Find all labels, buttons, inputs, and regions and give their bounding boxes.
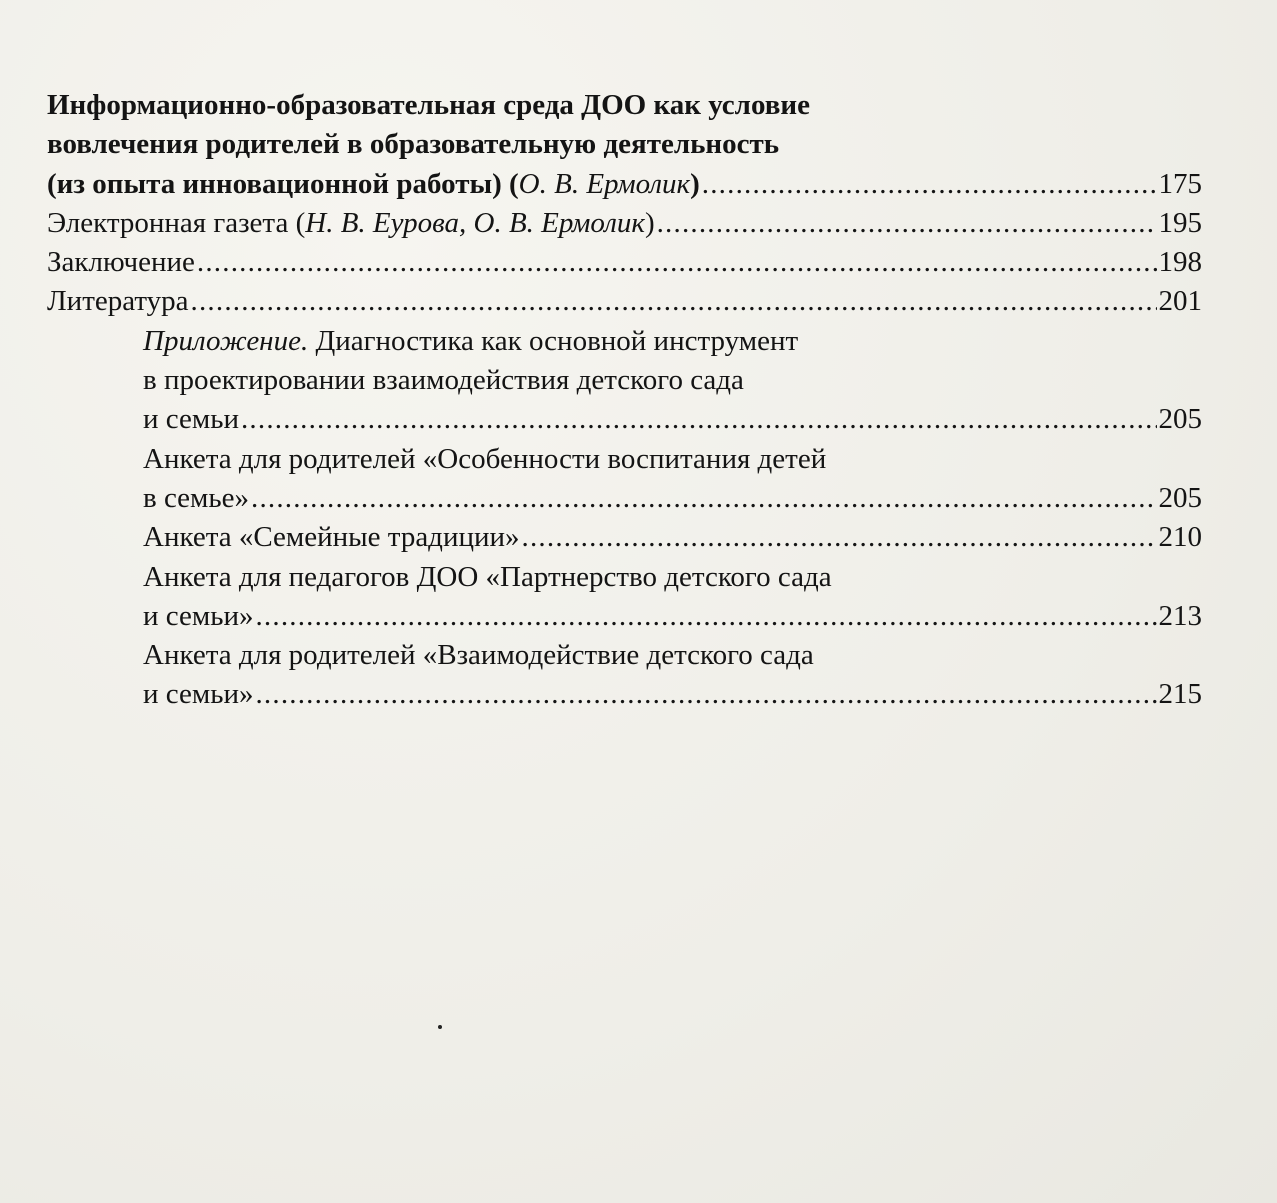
dot-leader <box>197 243 1157 282</box>
toc-entry-page-number: 210 <box>1158 521 1202 554</box>
toc-entry-title-line: Литература <box>47 285 189 318</box>
toc-entry-title-line: вовлечения родителей в образовательную деятельность <box>47 128 780 161</box>
toc-entry-title-line: Заключение <box>47 246 195 279</box>
toc-entry-page-number: 198 <box>1158 246 1202 279</box>
toc-entry-leader-line <box>47 243 1202 282</box>
dot-leader <box>255 675 1156 714</box>
toc-entry-title-line: Анкета для родителей «Взаимодействие детского сада <box>143 639 814 672</box>
toc-entry-literature[interactable] <box>47 282 1202 321</box>
toc-entry-info-environment[interactable] <box>47 86 1202 204</box>
toc-entry-title-line: (из опыта инновационной работы) (О. В. Ермолик) <box>47 167 700 200</box>
toc-entry-leader-line <box>47 165 1202 204</box>
toc-entry-title-line: Анкета для родителей «Особенности воспитания детей <box>143 442 827 475</box>
toc-entry-conclusion[interactable] <box>47 243 1202 282</box>
toc-entry-title-line: и семьи» <box>143 678 254 711</box>
toc-entry-leader-line <box>47 204 1202 243</box>
toc-entry-questionnaire-traditions[interactable] <box>47 518 1202 557</box>
paper-speck <box>438 1025 442 1029</box>
appendix-label: Приложение. <box>143 324 309 357</box>
dot-leader <box>657 204 1157 243</box>
dot-leader <box>251 479 1157 518</box>
toc-entry-questionnaire-interaction[interactable] <box>47 636 1202 715</box>
toc-entry-leader-line <box>47 282 1202 321</box>
toc-entry-questionnaire-partnership[interactable] <box>47 558 1202 637</box>
dot-leader <box>241 400 1157 439</box>
toc-entry-page-number: 195 <box>1158 206 1202 239</box>
toc-entry-page-number: 205 <box>1158 403 1202 436</box>
dot-leader <box>702 165 1157 204</box>
toc-entry-author: О. В. Ермолик <box>518 167 691 200</box>
dot-leader <box>522 518 1157 557</box>
toc-entry-leader-line <box>143 479 1202 518</box>
toc-entry-electronic-newspaper[interactable] <box>47 204 1202 243</box>
toc-entry-appendix[interactable] <box>47 322 1202 440</box>
toc-entry-title-line: в проектировании взаимодействия детского сада <box>143 364 744 397</box>
toc-entry-title-line: Приложение. Диагностика как основной инструмент <box>143 324 799 357</box>
toc-entry-title-line: Информационно-образовательная среда ДОО как условие <box>47 89 810 121</box>
toc-entry-title-line: и семьи <box>143 403 239 436</box>
toc-entry-questionnaire-upbringing[interactable] <box>47 440 1202 519</box>
toc-entry-leader-line <box>143 518 1202 557</box>
toc-entry-page-number: 201 <box>1158 285 1202 318</box>
toc-entry-page-number: 215 <box>1158 678 1202 711</box>
toc-entry-page-number: 175 <box>1158 167 1202 200</box>
toc-entry-leader-line <box>143 675 1202 714</box>
toc-entry-author: Н. В. Еурова, О. В. Ермолик <box>305 206 645 239</box>
toc-entry-title-line: Анкета «Семейные традиции» <box>143 521 520 554</box>
dot-leader <box>255 597 1156 636</box>
toc-entry-page-number: 205 <box>1158 481 1202 514</box>
dot-leader <box>191 282 1157 321</box>
toc-entry-title-line: в семье» <box>143 481 249 514</box>
toc-entry-title-line: Анкета для педагогов ДОО «Партнерство детского сада <box>143 560 832 593</box>
toc-entry-title-line: Электронная газета (Н. В. Еурова, О. В. Ермолик) <box>47 206 655 239</box>
toc-entry-leader-line <box>143 400 1202 439</box>
toc-entry-title-line: и семьи» <box>143 599 254 632</box>
table-of-contents <box>47 86 1202 715</box>
toc-entry-page-number: 213 <box>1158 599 1202 632</box>
toc-entry-leader-line <box>143 597 1202 636</box>
